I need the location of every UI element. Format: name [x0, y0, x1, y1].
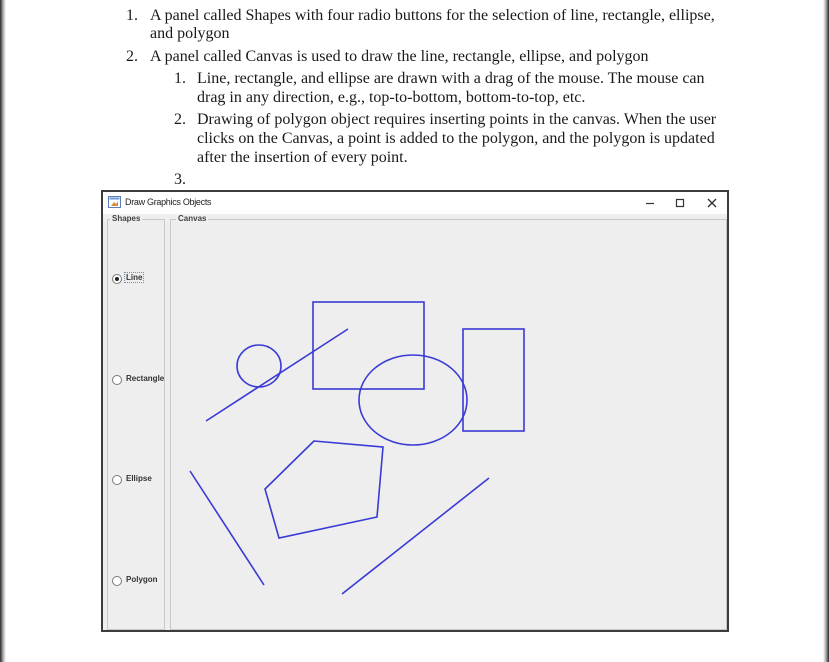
list-text: after the insertion of every point.	[197, 149, 408, 166]
list-text: drag in any direction, e.g., top-to-bottom, bottom-to-top, etc.	[197, 89, 586, 106]
radio-line-indicator[interactable]	[112, 274, 122, 284]
list-text: clicks on the Canvas, a point is added to the polygon, and the polygon is updated	[197, 130, 715, 147]
list-number: 1.	[126, 7, 138, 24]
list-text: Line, rectangle, and ellipse are drawn with a drag of the mouse. The mouse can	[197, 70, 705, 87]
list-number: 2.	[126, 48, 138, 65]
window-title: Draw Graphics Objects	[125, 197, 212, 207]
canvas-panel[interactable]	[170, 214, 727, 630]
drawn-line	[342, 478, 489, 594]
radio-polygon-label[interactable]: Polygon	[126, 575, 158, 584]
list-text: Drawing of polygon object requires inserting points in the canvas. When the user	[197, 111, 717, 128]
java-app-icon	[108, 196, 121, 208]
radio-line-label[interactable]: Line	[126, 273, 143, 282]
title-bar[interactable]	[103, 192, 727, 214]
drawn-line	[206, 329, 348, 421]
radio-rectangle-indicator[interactable]	[112, 375, 122, 385]
list-number: 2.	[174, 111, 186, 128]
radio-ellipse-label[interactable]: Ellipse	[126, 474, 152, 483]
drawn-line	[190, 471, 264, 585]
shapes-panel-title: Shapes	[112, 214, 141, 223]
drawn-rectangle	[313, 302, 424, 389]
minimize-button[interactable]	[635, 192, 665, 214]
shapes-panel	[107, 214, 165, 630]
draw-graphics-window	[101, 190, 729, 632]
list-text: A panel called Shapes with four radio buttons for the selection of line, rectangle, ellipse,	[150, 7, 715, 24]
list-text: A panel called Canvas is used to draw the line, rectangle, ellipse, and polygon	[150, 48, 649, 65]
list-number: 3.	[174, 171, 186, 188]
close-button[interactable]	[697, 192, 727, 214]
maximize-icon	[665, 192, 695, 214]
drawn-ellipse	[359, 355, 467, 445]
minimize-icon	[635, 192, 665, 214]
radio-polygon-indicator[interactable]	[112, 576, 122, 586]
page-edge-right	[823, 0, 829, 662]
radio-rectangle-label[interactable]: Rectangle	[126, 374, 165, 383]
list-text: and polygon	[150, 25, 230, 42]
drawing-surface[interactable]	[171, 220, 726, 629]
list-number: 1.	[174, 70, 186, 87]
drawn-rectangle	[463, 329, 524, 431]
page-edge-left	[0, 0, 6, 662]
canvas-panel-title: Canvas	[178, 214, 207, 223]
maximize-button[interactable]	[665, 192, 695, 214]
drawn-ellipse	[237, 345, 281, 387]
close-icon	[697, 192, 727, 214]
radio-ellipse-indicator[interactable]	[112, 475, 122, 485]
drawn-polygon	[265, 441, 383, 538]
